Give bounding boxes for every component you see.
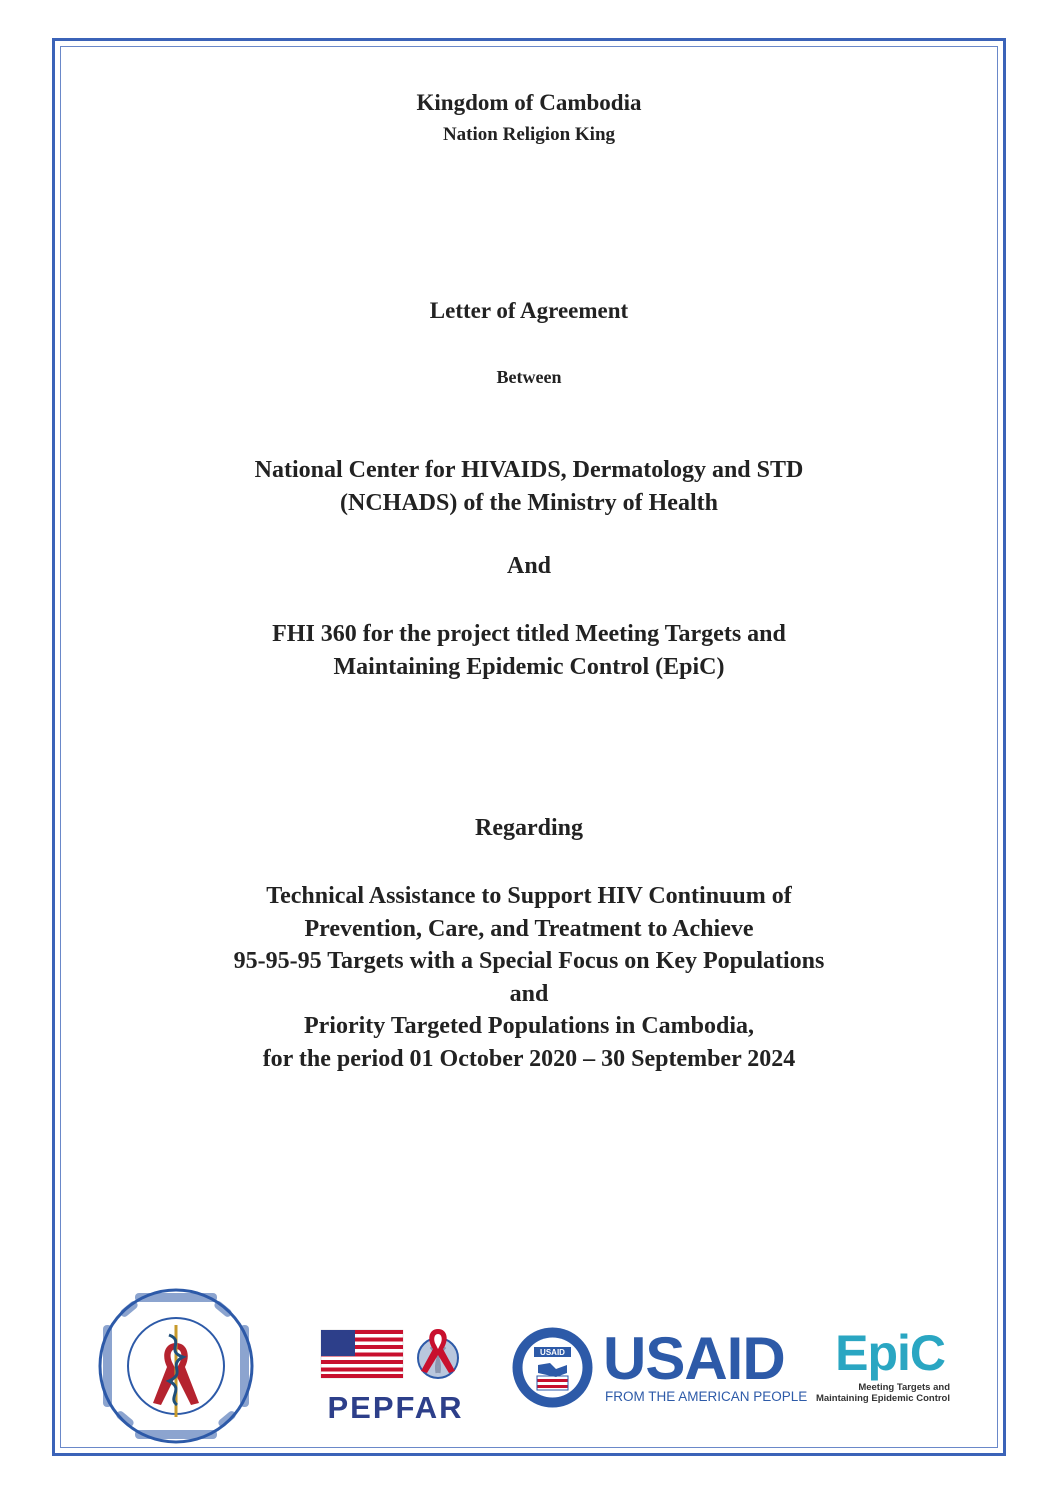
subject-line: 95-95-95 Targets with a Special Focus on Key Populations	[233, 948, 825, 974]
subject-line: and	[509, 980, 549, 1007]
motto: Nation Religion King	[442, 124, 616, 145]
party-two-line: Maintaining Epidemic Control (EpiC)	[333, 654, 725, 680]
country-heading: Kingdom of Cambodia	[416, 90, 642, 115]
subject-line: Prevention, Care, and Treatment to Achieve	[304, 915, 754, 942]
subject-line: Technical Assistance to Support HIV Continuum of	[266, 883, 792, 909]
pepfar-wordmark: PEPFAR	[327, 1390, 464, 1425]
agreement-subject	[0, 880, 1058, 1075]
pepfar-logo	[313, 1325, 478, 1425]
party-one	[0, 454, 1058, 520]
usaid-tagline: FROM THE AMERICAN PEOPLE	[605, 1389, 808, 1404]
epic-tagline-line: Meeting Targets and	[858, 1382, 950, 1393]
between-label: Between	[496, 367, 562, 387]
party-one-line: (NCHADS) of the Ministry of Health	[340, 490, 718, 516]
epic-wordmark: EpiC	[835, 1325, 945, 1381]
subject-line: for the period 01 October 2020 – 30 September 2024	[262, 1045, 796, 1072]
nchads-seal-logo	[95, 1285, 257, 1447]
party-two	[0, 618, 1058, 684]
usaid-logo	[510, 1325, 808, 1410]
subject-line: Priority Targeted Populations in Cambodia,	[303, 1013, 755, 1039]
usaid-seal-text: USAID	[540, 1348, 565, 1357]
regarding-label: Regarding	[475, 815, 583, 841]
party-one-line: National Center for HIVAIDS, Dermatology and STD	[254, 457, 804, 483]
and-label: And	[506, 553, 552, 579]
us-flag-ribbon-icon	[313, 1325, 478, 1385]
usaid-seal-icon	[510, 1325, 595, 1410]
document-title: Letter of Agreement	[429, 298, 629, 323]
usaid-wordmark: USAID	[603, 1325, 785, 1392]
epic-tagline-line: Maintaining Epidemic Control	[815, 1393, 950, 1404]
party-two-line: FHI 360 for the project titled Meeting Targets and	[272, 621, 786, 647]
page-border	[52, 38, 1006, 1456]
epic-logo	[815, 1325, 960, 1415]
